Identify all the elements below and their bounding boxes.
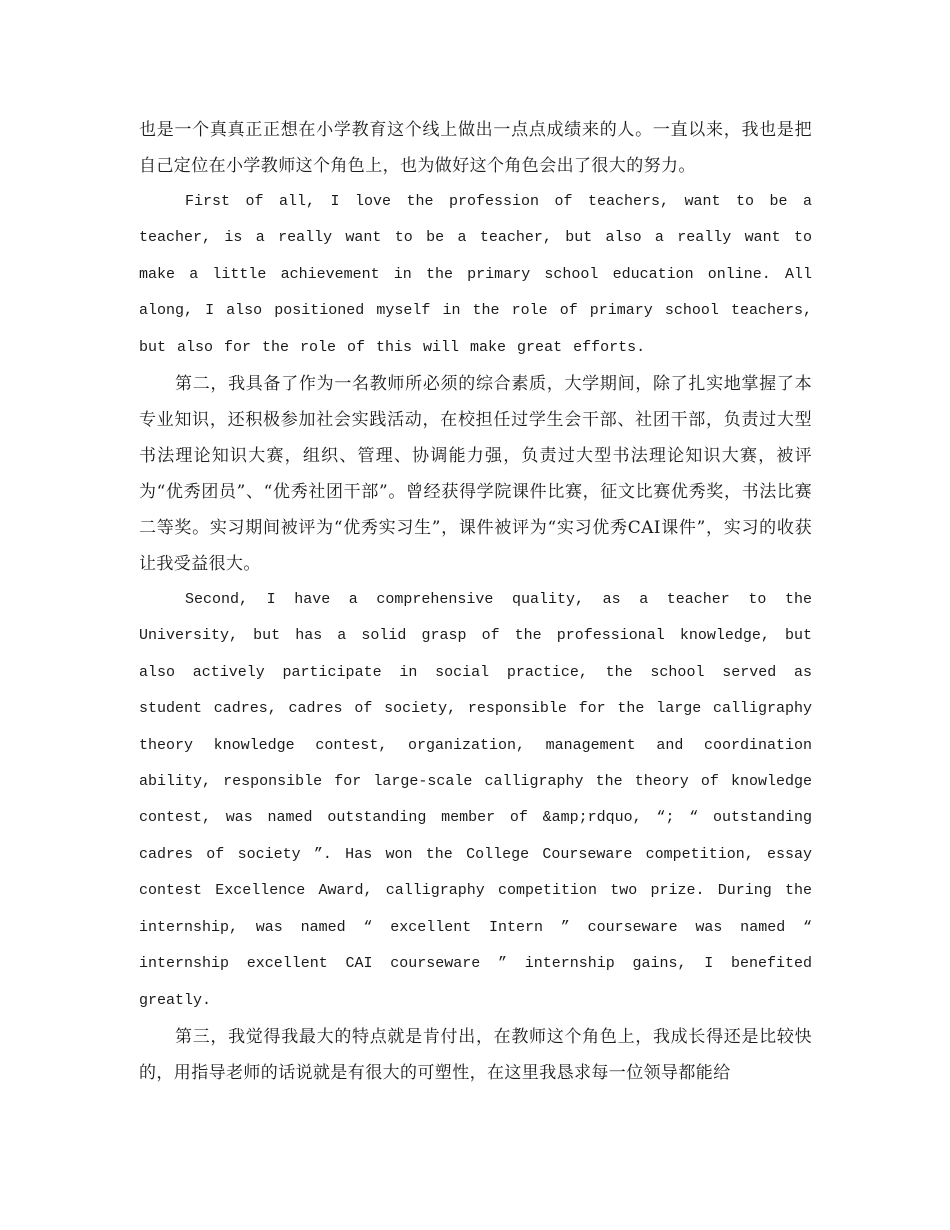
paragraph-chinese-second: 第二，我具备了作为一名教师所必须的综合素质，大学期间，除了扎实地掌握了本专业知识，还积极参加社会实践活动，在校担任过学生会干部、社团干部，负责过大型书法理论知识大赛，组织、管理、协调能力强，负责过大型书法理论知识大赛，被评为“优秀团员”、“优秀社团干部”。曾经获得学院课件比赛，征文比赛优秀奖，书法比赛二等奖。实习期间被评为“优秀实习生”，课件被评为“实习优秀CAI课件”，实习的收获让我受益很大。 [139, 374, 812, 575]
paragraph-english-first: First of all, I love the profession of teachers, want to be a teacher, is a really want to be a teacher, but also a really want to make a little achievement in the primary school education online. All along, I also positioned myself in the role of primary school teachers, but also for the role of this will make great efforts. [139, 193, 812, 356]
document-body [139, 112, 812, 1091]
paragraph-english-second: Second, I have a comprehensive quality, as a teacher to the University, but has a solid grasp of the professional knowledge, but also actively participate in social practice, the school served as student cadres, cadres of society, responsible for the large calligraphy theory knowledge contest, organization, management and coordination ability, responsible for large-scale calligraphy the theory of knowledge contest, was named outstanding member of &amp;rdquo, “; “ outstanding cadres of society ”. Has won the College Courseware competition, essay contest Excellence Award, calligraphy competition two prize. During the internship, was named “ excellent Intern ” courseware was named “ internship excellent CAI courseware ” internship gains, I benefited greatly. [139, 591, 812, 1009]
paragraph-chinese-continuation: 也是一个真真正正想在小学教育这个线上做出一点点成绩来的人。一直以来，我也是把自己定位在小学教师这个角色上，也为做好这个角色会出了很大的努力。 [139, 120, 812, 176]
paragraph-chinese-third: 第三，我觉得我最大的特点就是肯付出，在教师这个角色上，我成长得还是比较快的，用指导老师的话说就是有很大的可塑性，在这里我恳求每一位领导都能给 [139, 1026, 812, 1083]
